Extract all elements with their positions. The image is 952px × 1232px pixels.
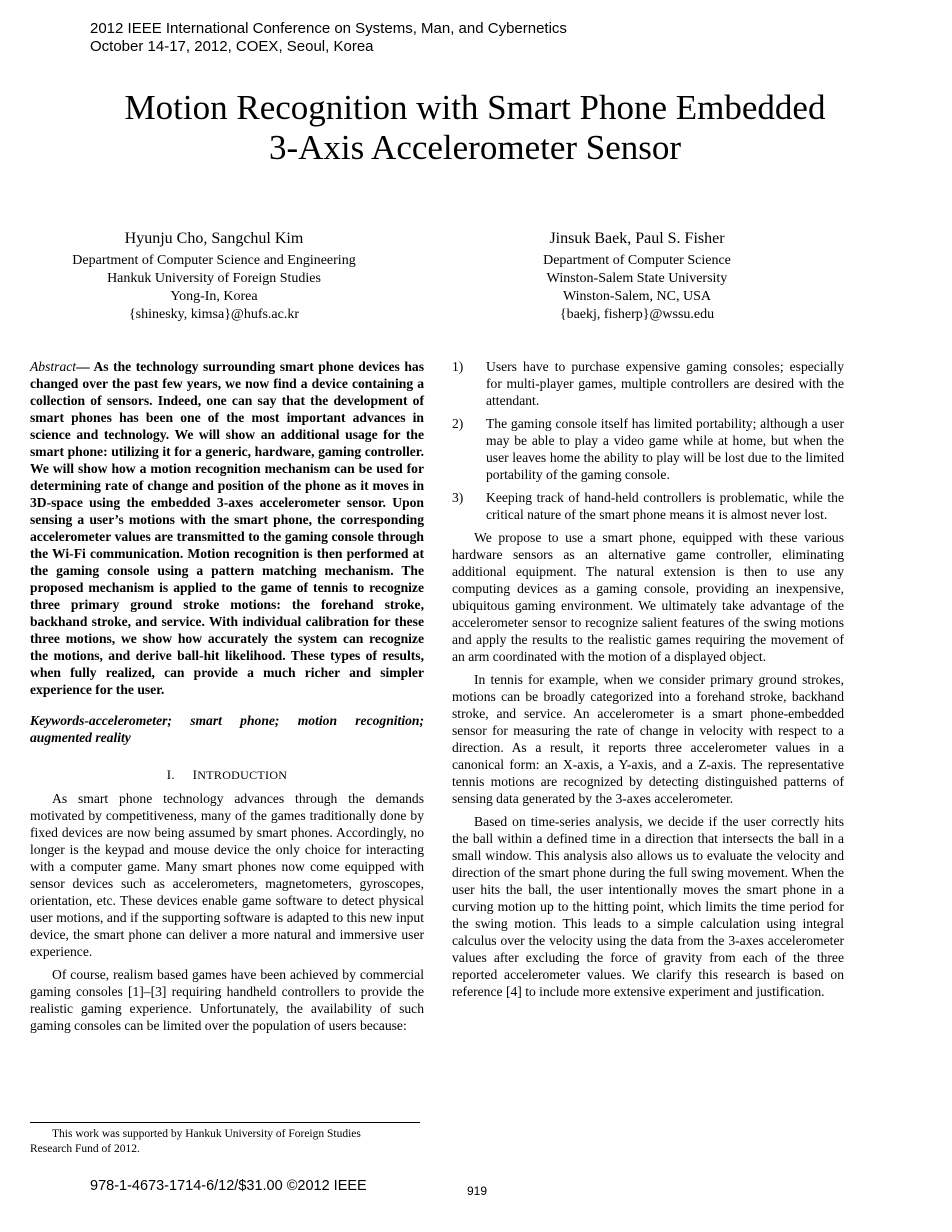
abstract [30, 358, 424, 698]
abstract-text: As the technology surrounding smart phone devices has changed over the past few years, we now find a device containing a collection of sensors. Indeed, one can say that the development of smart phones has been one of the most important advances in science and technology. We will show an additional usage for the smart phone: utilizing it for a generic, hardware, gaming controller. We will show how a motion recognition mechanism can be used for determining rate of change and position of the phone as it moves in 3D-space using the embedded 3-axes accelerometer sensor. Upon sensing a user’s motions with the smart phone, the corresponding accelerometer values are transmitted to the gaming console through the Wi-Fi communication. Motion recognition is then performed at the gaming console using a pattern matching mechanism. The proposed mechanism is applied to the game of tennis to recognize three primary ground stroke motions: the forehand stroke, backhand stroke, and service. With individual calibration for these three motions, we show how accurately the system can recognize the motions, and derive ball-hit likelihood. These types of results, when fully realized, can provide a much richer and simpler experience for the user. [30, 359, 424, 697]
conference-date: October 14-17, 2012, COEX, Seoul, Korea [90, 38, 374, 55]
list-number: 3) [452, 490, 464, 505]
paragraph: We propose to use a smart phone, equipped with these various hardware sensors as an alternative game controller, eliminating additional equipment. The natural extension is then to use any computing devices as a gaming console, providing an inexpensive, ubiquitous gaming environment. We ultimately take advantage of the accelerometer sensor to recognize salient features of the swing motions and apply the results to the realistic games requiring the movement of an arm coordinated with the motion of a displayed object. [452, 530, 844, 664]
author-names: Jinsuk Baek, Paul S. Fisher [549, 230, 725, 247]
isbn-copyright: 978-1-4673-1714-6/12/$31.00 ©2012 IEEE [90, 1178, 367, 1194]
conference-name: 2012 IEEE International Conference on Systems, Man, and Cybernetics [90, 20, 567, 37]
list-item [452, 358, 844, 409]
author-email: {shinesky, kimsa}@hufs.ac.kr [128, 307, 300, 322]
footnote-line-2: Research Fund of 2012. [30, 1143, 140, 1155]
abstract-label: Abstract [30, 359, 77, 374]
author-institution: Hankuk University of Foreign Studies [107, 271, 321, 286]
title-line-1: Motion Recognition with Smart Phone Embedded [124, 88, 826, 127]
author-department: Department of Computer Science and Engineering [72, 253, 356, 268]
section-heading [30, 766, 424, 784]
section-title-rest: NTRODUCTION [197, 768, 288, 782]
page-number: 919 [467, 1184, 488, 1198]
author-block-right [454, 228, 820, 324]
author-names: Hyunju Cho, Sangchul Kim [124, 230, 304, 247]
footnote [30, 1127, 420, 1157]
list-text: Users have to purchase expensive gaming consoles; especially for multi-player games, multiple controllers are desired with the attendant. [486, 359, 844, 408]
author-department: Department of Computer Science [543, 253, 731, 268]
section-title-initial: I [192, 767, 198, 782]
author-email: {baekj, fisherp}@wssu.edu [559, 307, 715, 322]
paper-title [30, 88, 920, 168]
author-location: Yong-In, Korea [170, 289, 258, 304]
section-number: I. [166, 767, 175, 782]
author-institution: Winston-Salem State University [546, 271, 728, 286]
conference-header [90, 20, 567, 56]
author-location: Winston-Salem, NC, USA [563, 289, 711, 304]
right-column [452, 358, 844, 1000]
list-number: 1) [452, 359, 464, 374]
footnote-rule [30, 1122, 420, 1123]
paragraph: As smart phone technology advances through the demands motivated by competitiveness, many of the games traditionally done by fixed devices are now being assumed by smart phones. Accordingly, no longer is the keypad and mouse device the only choice for interacting with a computer game. Many smart phones now come equipped with sensor devices such as accelerometers, magnetometers, gyroscopes, orientation, etc. These devices enable game software to detect physical user motions, and if the supporting software is adapted to this new input device, the smart phone can deliver a more natural and immersive user experience. [30, 791, 424, 959]
list-number: 2) [452, 416, 464, 431]
left-column [30, 358, 424, 1034]
paragraph: Of course, realism based games have been achieved by commercial gaming consoles [1]–[3] requiring handheld controllers to provide the realistic gaming experience. Unfortunately, the availability of such gaming consoles can be limited over the population of users because: [30, 967, 424, 1033]
paragraph: In tennis for example, when we consider primary ground strokes, motions can be broadly categorized into a forehand stroke, backhand stroke, and service. An accelerometer is a smart phone-embedded sensor for measuring the rate of change in velocity with respect to a direction. As a result, it reports three accelerometer values in a canonical form: an X-axis, a Y-axis, and a Z-axis. The representative tennis motions are recognized by detecting distinguished patterns of sensing data generated by the 3-axes accelerometer. [452, 672, 844, 806]
list-text: The gaming console itself has limited portability; although a user may be able to play a video game while at home, but when the user leaves home the ability to play will be lost due to the limited portability of the gaming console. [486, 416, 844, 482]
keywords: Keywords-accelerometer; smart phone; motion recognition; augmented reality [30, 713, 424, 745]
author-block-left [30, 228, 398, 324]
footnote-line-1: This work was supported by Hankuk University of Foreign Studies [52, 1128, 361, 1140]
list-item [452, 415, 844, 483]
paragraph: Based on time-series analysis, we decide if the user correctly hits the ball within a defined time in a direction that intersects the ball in a small window. This analysis also allows us to evaluate the velocity and direction of the smart phone during the full swing movement. When the user hits the ball, the user intentionally moves the smart phone in a curving motion up to the hitting point, which limits the time period for the swing motion. This leads to a simple calculation using integral calculus over the velocity using the data from the 3-axes accelerometer values after excluding the force of gravity from each of the three reported accelerometer values. We clarify this research is based on reference [4] to include more extensive experiment and justification. [452, 814, 844, 999]
list-item [452, 489, 844, 523]
title-line-2: 3-Axis Accelerometer Sensor [268, 128, 682, 167]
abstract-dash: — [76, 359, 94, 374]
list-text: Keeping track of hand-held controllers is problematic, while the critical nature of the smart phone means it is almost never lost. [486, 490, 844, 522]
